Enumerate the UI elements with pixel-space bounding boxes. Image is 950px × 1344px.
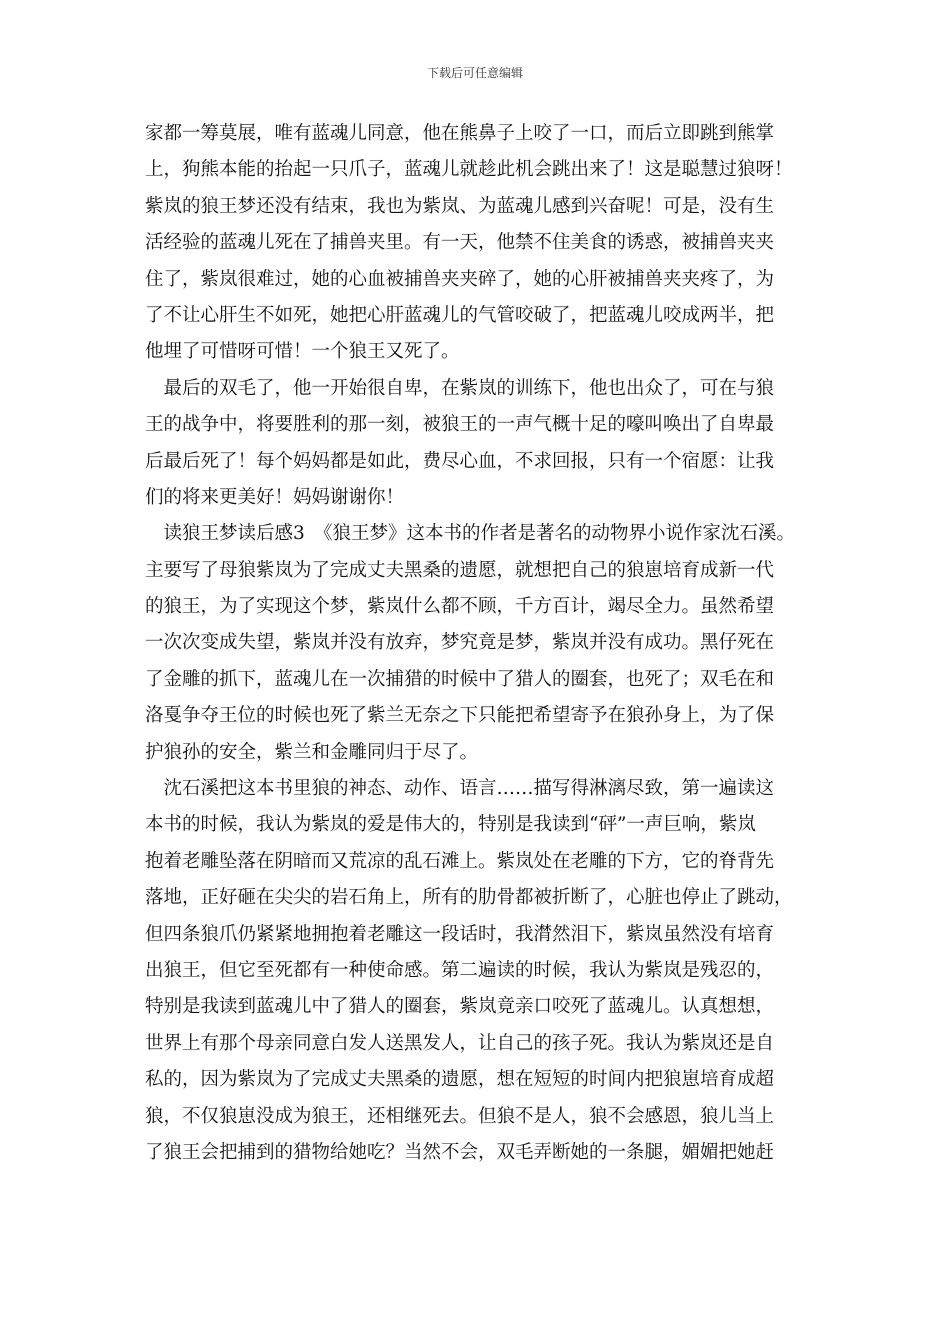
text-line: 抱着老雕坠落在阴暗而又荒凉的乱石滩上。紫岚处在老雕的下方，它的脊背先 — [145, 850, 775, 872]
text-line: 私的，因为紫岚为了完成丈夫黑桑的遗愿，想在短短的时间内把狼崽培育成超 — [145, 1069, 775, 1091]
text-line: 一次次变成失望，紫岚并没有放弃，梦究竟是梦，紫岚并没有成功。黑仔死在 — [145, 632, 775, 654]
text-line: 了金雕的抓下，蓝魂儿在一次捕猎的时候中了猎人的圈套，也死了；双毛在和 — [145, 668, 775, 690]
text-line: 们的将来更美好！妈妈谢谢你！ — [145, 486, 405, 508]
page-header-note: 下载后可任意编辑 — [426, 66, 523, 80]
text-line: 落地，正好砸在尖尖的岩石角上，所有的肋骨都被折断了，心脏也停止了跳动， — [145, 887, 793, 909]
text-line: 后最后死了！每个妈妈都是如此，费尽心血，不求回报，只有一个宿愿：让我 — [145, 450, 775, 472]
text-line: 主要写了母狼紫岚为了完成丈夫黑桑的遗愿，就想把自己的狼崽培育成新一代 — [145, 559, 775, 581]
text-line: 王的战争中，将要胜利的那一刻，被狼王的一声气概十足的嚎叫唤出了自卑最 — [145, 414, 775, 436]
text-line: 住了，紫岚很难过，她的心血被捕兽夹夹碎了，她的心肝被捕兽夹夹疼了，为 — [145, 268, 775, 290]
text-line: 本书的时候，我认为紫岚的爱是伟大的，特别是我读到“砰”一声巨响，紫岚 — [145, 814, 756, 836]
text-line: 的狼王，为了实现这个梦，紫岚什么都不顾，千方百计，竭尽全力。虽然希望 — [145, 596, 775, 618]
text-line: 世界上有那个母亲同意白发人送黑发人，让自己的孩子死。我认为紫岚还是自 — [145, 1032, 775, 1054]
text-line: 特别是我读到蓝魂儿中了猎人的圈套，紫岚竟亲口咬死了蓝魂儿。认真想想， — [145, 996, 775, 1018]
text-line: 读狼王梦读后感3 《狼王梦》这本书的作者是著名的动物界小说作家沈石溪。 — [145, 523, 796, 545]
text-line: 他埋了可惜呀可惜！一个狼王又死了。 — [145, 341, 460, 363]
text-line: 沈石溪把这本书里狼的神态、动作、语言……描写得淋漓尽致，第一遍读这 — [145, 778, 775, 800]
text-line: 护狼孙的安全，紫兰和金雕同归于尽了。 — [145, 741, 479, 763]
text-line: 了不让心肝生不如死，她把心肝蓝魂儿的气管咬破了，把蓝魂儿咬成两半，把 — [145, 304, 775, 326]
text-line: 了狼王会把捕到的猎物给她吃？当然不会，双毛弄断她的一条腿，媚媚把她赶 — [145, 1141, 775, 1163]
text-line: 上，狗熊本能的抬起一只爪子，蓝魂儿就趁此机会跳出来了！这是聪慧过狼呀！ — [145, 159, 793, 181]
text-line: 活经验的蓝魂儿死在了捕兽夹里。有一天，他禁不住美食的诱惑，被捕兽夹夹 — [145, 232, 775, 254]
text-line: 出狼王，但它至死都有一种使命感。第二遍读的时候，我认为紫岚是残忍的， — [145, 959, 775, 981]
text-line: 狼，不仅狼崽没成为狼王，还相继死去。但狼不是人，狼不会感恩，狼儿当上 — [145, 1105, 775, 1127]
text-line: 家都一筹莫展，唯有蓝魂儿同意，他在熊鼻子上咬了一口，而后立即跳到熊掌 — [145, 123, 775, 144]
document-body — [145, 116, 825, 1171]
text-line: 紫岚的狼王梦还没有结束，我也为紫岚、为蓝魂儿感到兴奋呢！可是，没有生 — [145, 195, 775, 217]
text-line: 但四条狼爪仍紧紧地拥抱着老雕这一段话时，我潸然泪下，紫岚虽然没有培育 — [145, 923, 775, 945]
text-line: 洛戛争夺王位的时候也死了紫兰无奈之下只能把希望寄予在狼孙身上，为了保 — [145, 705, 775, 727]
text-line: 最后的双毛了，他一开始很自卑，在紫岚的训练下，他也出众了，可在与狼 — [145, 377, 775, 399]
